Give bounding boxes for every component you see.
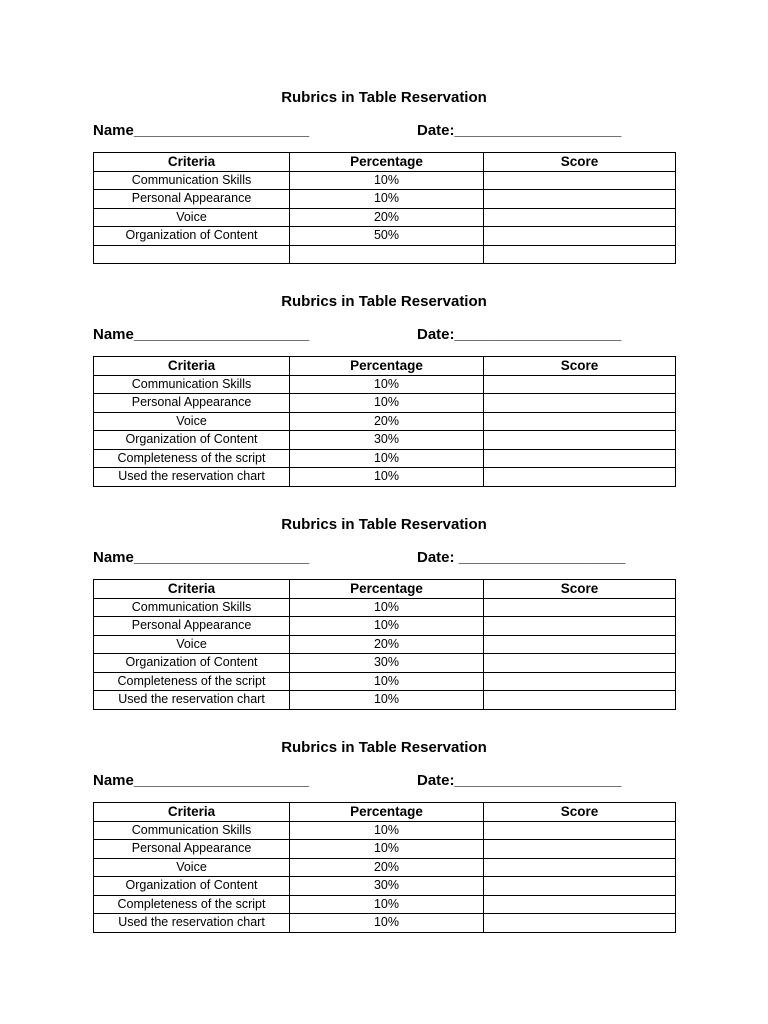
criteria-cell: Communication Skills [94, 598, 290, 617]
score-cell[interactable] [484, 245, 676, 264]
score-cell[interactable] [484, 208, 676, 227]
criteria-cell: Voice [94, 208, 290, 227]
percentage-cell: 20% [290, 858, 484, 877]
criteria-cell: Organization of Content [94, 431, 290, 450]
score-cell[interactable] [484, 171, 676, 190]
table-row [94, 190, 676, 209]
table-row [94, 654, 676, 673]
criteria-cell: Personal Appearance [94, 617, 290, 636]
table-row [94, 394, 676, 413]
rubric-title: Rubrics in Table Reservation [281, 293, 487, 310]
score-cell[interactable] [484, 914, 676, 933]
table-header-row [94, 357, 676, 376]
table-row [94, 412, 676, 431]
date-field[interactable]: Date: ____________________ [417, 549, 626, 566]
percentage-cell: 50% [290, 227, 484, 246]
score-cell[interactable] [484, 394, 676, 413]
criteria-header: Criteria [94, 153, 290, 172]
criteria-cell: Personal Appearance [94, 840, 290, 859]
score-header: Score [484, 580, 676, 599]
score-cell[interactable] [484, 190, 676, 209]
table-row [94, 245, 676, 264]
rubric-section-4 [93, 738, 675, 930]
criteria-cell: Completeness of the script [94, 449, 290, 468]
criteria-cell: Used the reservation chart [94, 468, 290, 487]
table-row [94, 171, 676, 190]
score-cell[interactable] [484, 840, 676, 859]
score-cell[interactable] [484, 672, 676, 691]
score-cell[interactable] [484, 431, 676, 450]
score-cell[interactable] [484, 617, 676, 636]
table-row [94, 617, 676, 636]
criteria-cell: Personal Appearance [94, 394, 290, 413]
table-row [94, 227, 676, 246]
criteria-cell: Voice [94, 412, 290, 431]
criteria-cell: Completeness of the script [94, 672, 290, 691]
percentage-header: Percentage [290, 357, 484, 376]
score-cell[interactable] [484, 449, 676, 468]
percentage-cell: 10% [290, 691, 484, 710]
percentage-cell: 10% [290, 840, 484, 859]
criteria-cell: Voice [94, 858, 290, 877]
rubric-table [93, 356, 676, 487]
percentage-header: Percentage [290, 153, 484, 172]
percentage-cell: 10% [290, 394, 484, 413]
percentage-cell: 30% [290, 431, 484, 450]
percentage-cell: 10% [290, 190, 484, 209]
score-cell[interactable] [484, 877, 676, 896]
percentage-cell: 10% [290, 672, 484, 691]
rubric-table [93, 152, 676, 264]
criteria-cell: Organization of Content [94, 654, 290, 673]
rubric-section-3 [93, 515, 675, 707]
date-field[interactable]: Date:____________________ [417, 326, 622, 343]
rubric-title: Rubrics in Table Reservation [281, 516, 487, 533]
rubric-fields [93, 121, 675, 141]
rubric-table [93, 802, 676, 933]
score-cell[interactable] [484, 468, 676, 487]
rubric-fields [93, 548, 675, 568]
table-row [94, 431, 676, 450]
criteria-header: Criteria [94, 580, 290, 599]
percentage-cell: 30% [290, 654, 484, 673]
score-cell[interactable] [484, 227, 676, 246]
table-row [94, 821, 676, 840]
rubric-section-1 [93, 88, 675, 243]
table-header-row [94, 803, 676, 822]
criteria-cell: Completeness of the script [94, 895, 290, 914]
percentage-cell: 10% [290, 914, 484, 933]
percentage-cell [290, 245, 484, 264]
rubric-fields [93, 771, 675, 791]
score-cell[interactable] [484, 635, 676, 654]
criteria-cell: Used the reservation chart [94, 914, 290, 933]
score-cell[interactable] [484, 375, 676, 394]
table-row [94, 840, 676, 859]
percentage-cell: 10% [290, 468, 484, 487]
percentage-cell: 10% [290, 821, 484, 840]
name-field[interactable]: Name_____________________ [93, 549, 310, 566]
date-field[interactable]: Date:____________________ [417, 772, 622, 789]
score-cell[interactable] [484, 858, 676, 877]
criteria-cell: Communication Skills [94, 375, 290, 394]
table-row [94, 672, 676, 691]
score-header: Score [484, 153, 676, 172]
criteria-header: Criteria [94, 357, 290, 376]
rubric-section-2 [93, 292, 675, 484]
table-row [94, 858, 676, 877]
score-cell[interactable] [484, 691, 676, 710]
percentage-cell: 10% [290, 617, 484, 636]
table-header-row [94, 580, 676, 599]
percentage-cell: 10% [290, 598, 484, 617]
table-row [94, 877, 676, 896]
score-cell[interactable] [484, 412, 676, 431]
criteria-cell: Organization of Content [94, 227, 290, 246]
score-header: Score [484, 803, 676, 822]
criteria-cell: Personal Appearance [94, 190, 290, 209]
table-row [94, 449, 676, 468]
criteria-cell [94, 245, 290, 264]
score-header: Score [484, 357, 676, 376]
criteria-cell: Voice [94, 635, 290, 654]
percentage-cell: 10% [290, 449, 484, 468]
criteria-cell: Communication Skills [94, 821, 290, 840]
name-field[interactable]: Name_____________________ [93, 122, 310, 139]
percentage-cell: 30% [290, 877, 484, 896]
percentage-cell: 20% [290, 635, 484, 654]
score-cell[interactable] [484, 654, 676, 673]
rubric-table [93, 579, 676, 710]
score-cell[interactable] [484, 598, 676, 617]
percentage-header: Percentage [290, 803, 484, 822]
rubric-fields [93, 325, 675, 345]
rubric-title: Rubrics in Table Reservation [281, 739, 487, 756]
score-cell[interactable] [484, 821, 676, 840]
date-field[interactable]: Date:____________________ [417, 122, 622, 139]
table-row [94, 208, 676, 227]
table-row [94, 914, 676, 933]
percentage-cell: 20% [290, 208, 484, 227]
criteria-header: Criteria [94, 803, 290, 822]
name-field[interactable]: Name_____________________ [93, 326, 310, 343]
percentage-cell: 10% [290, 895, 484, 914]
table-row [94, 635, 676, 654]
table-row [94, 691, 676, 710]
criteria-cell: Used the reservation chart [94, 691, 290, 710]
criteria-cell: Communication Skills [94, 171, 290, 190]
criteria-cell: Organization of Content [94, 877, 290, 896]
score-cell[interactable] [484, 895, 676, 914]
percentage-header: Percentage [290, 580, 484, 599]
name-field[interactable]: Name_____________________ [93, 772, 310, 789]
table-row [94, 375, 676, 394]
percentage-cell: 20% [290, 412, 484, 431]
percentage-cell: 10% [290, 375, 484, 394]
table-row [94, 895, 676, 914]
table-header-row [94, 153, 676, 172]
table-row [94, 468, 676, 487]
rubric-title: Rubrics in Table Reservation [281, 89, 487, 106]
percentage-cell: 10% [290, 171, 484, 190]
table-row [94, 598, 676, 617]
